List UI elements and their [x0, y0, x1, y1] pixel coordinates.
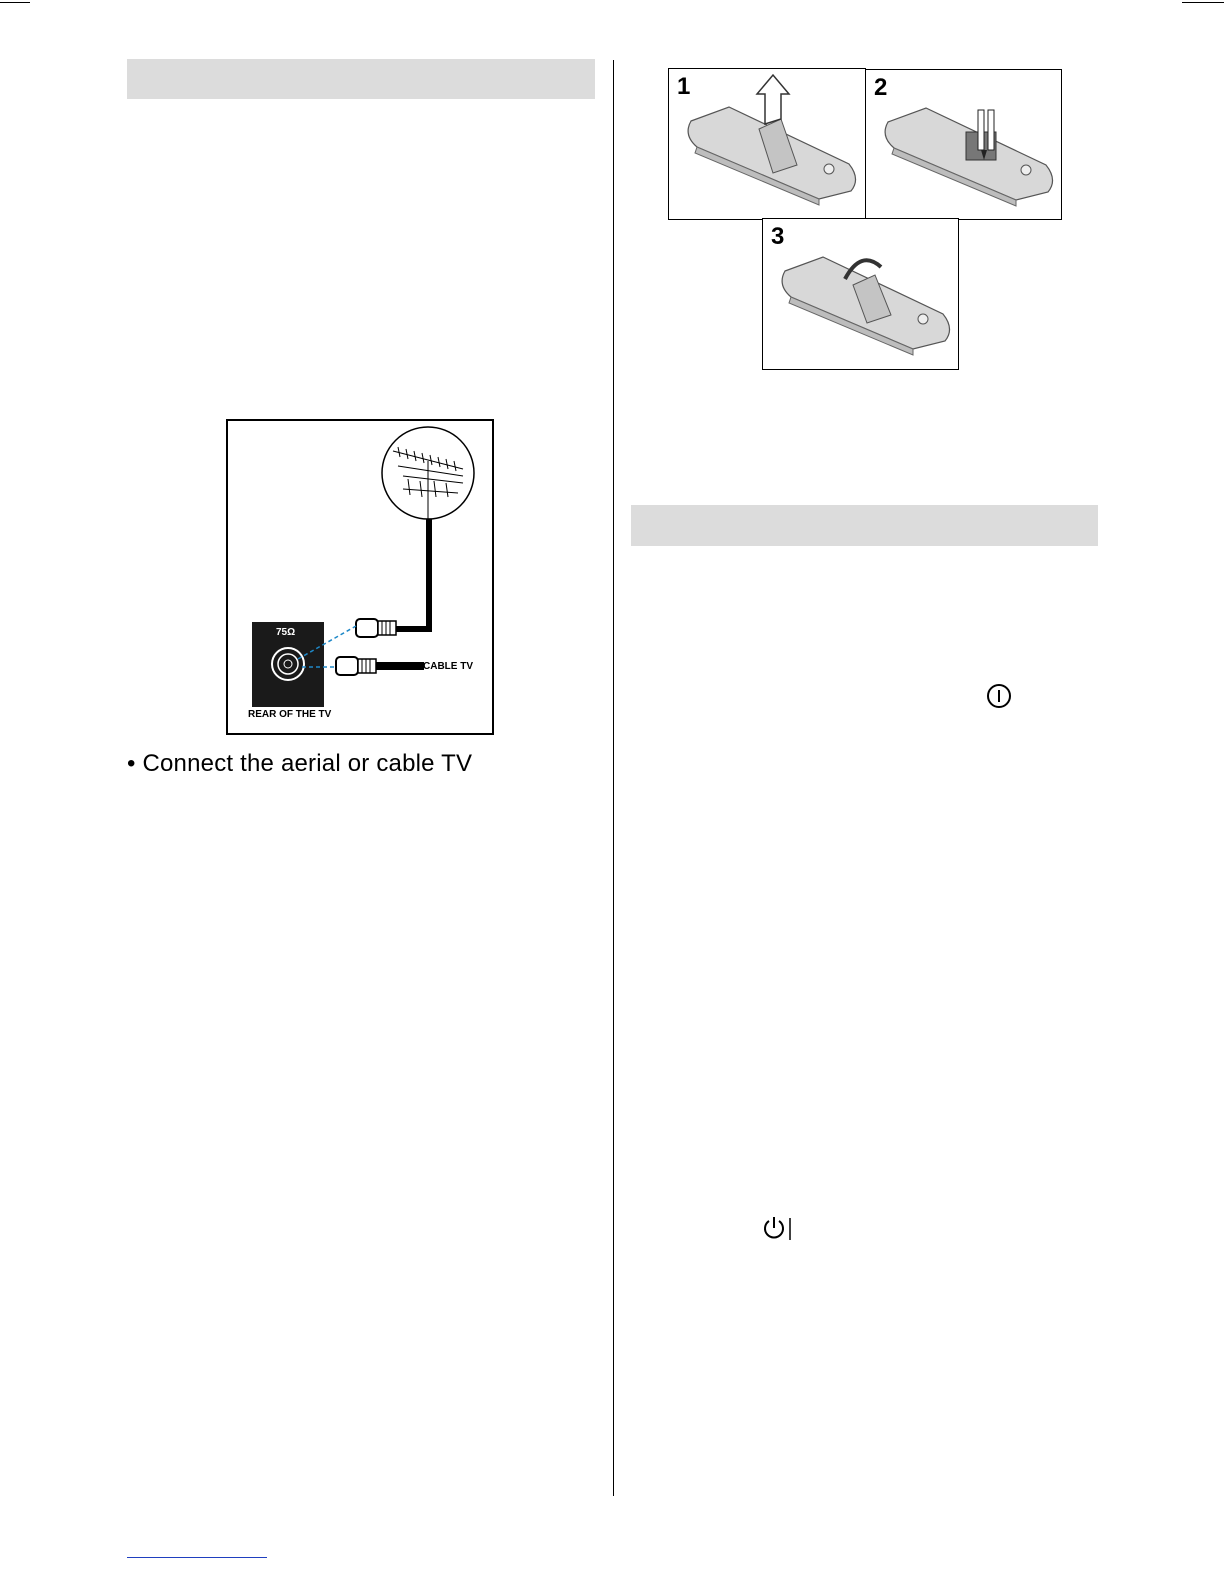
- rear-of-tv-label: REAR OF THE TV: [248, 709, 332, 720]
- remote-open-cover-illustration: [669, 69, 865, 219]
- cable-plug: [336, 657, 358, 675]
- battery-icon: [978, 110, 984, 150]
- left-section-header-bar: [127, 59, 595, 99]
- standby-icon: [762, 1215, 802, 1243]
- connect-aerial-instruction: • Connect the aerial or cable TV: [127, 750, 473, 777]
- power-circle-icon: [986, 683, 1012, 709]
- cable-tv-label: CABLE TV: [423, 661, 473, 672]
- remote-insert-batteries-illustration: [866, 70, 1061, 219]
- battery-step-2-panel: [865, 69, 1062, 220]
- aerial-connection-illustration: [228, 421, 492, 733]
- antenna-cable: [396, 519, 429, 629]
- step-3-number: 3: [771, 223, 785, 250]
- column-divider: [613, 60, 614, 1496]
- antenna-plug: [356, 619, 378, 637]
- battery-step-3-panel: [762, 218, 959, 370]
- remote-close-cover-illustration: [763, 219, 958, 369]
- aerial-connection-diagram: [226, 419, 494, 735]
- right-section-header-bar: [631, 505, 1098, 546]
- up-arrow-icon: [757, 75, 789, 124]
- impedance-label: 75Ω: [276, 627, 296, 638]
- battery-step-1-panel: [668, 68, 866, 220]
- step-1-number: 1: [677, 73, 691, 100]
- step-2-number: 2: [874, 74, 888, 101]
- crop-mark-top-right: [1182, 2, 1224, 3]
- crop-mark-top-left: [0, 2, 30, 3]
- battery-icon-2: [988, 110, 994, 150]
- footer-rule: [127, 1557, 267, 1558]
